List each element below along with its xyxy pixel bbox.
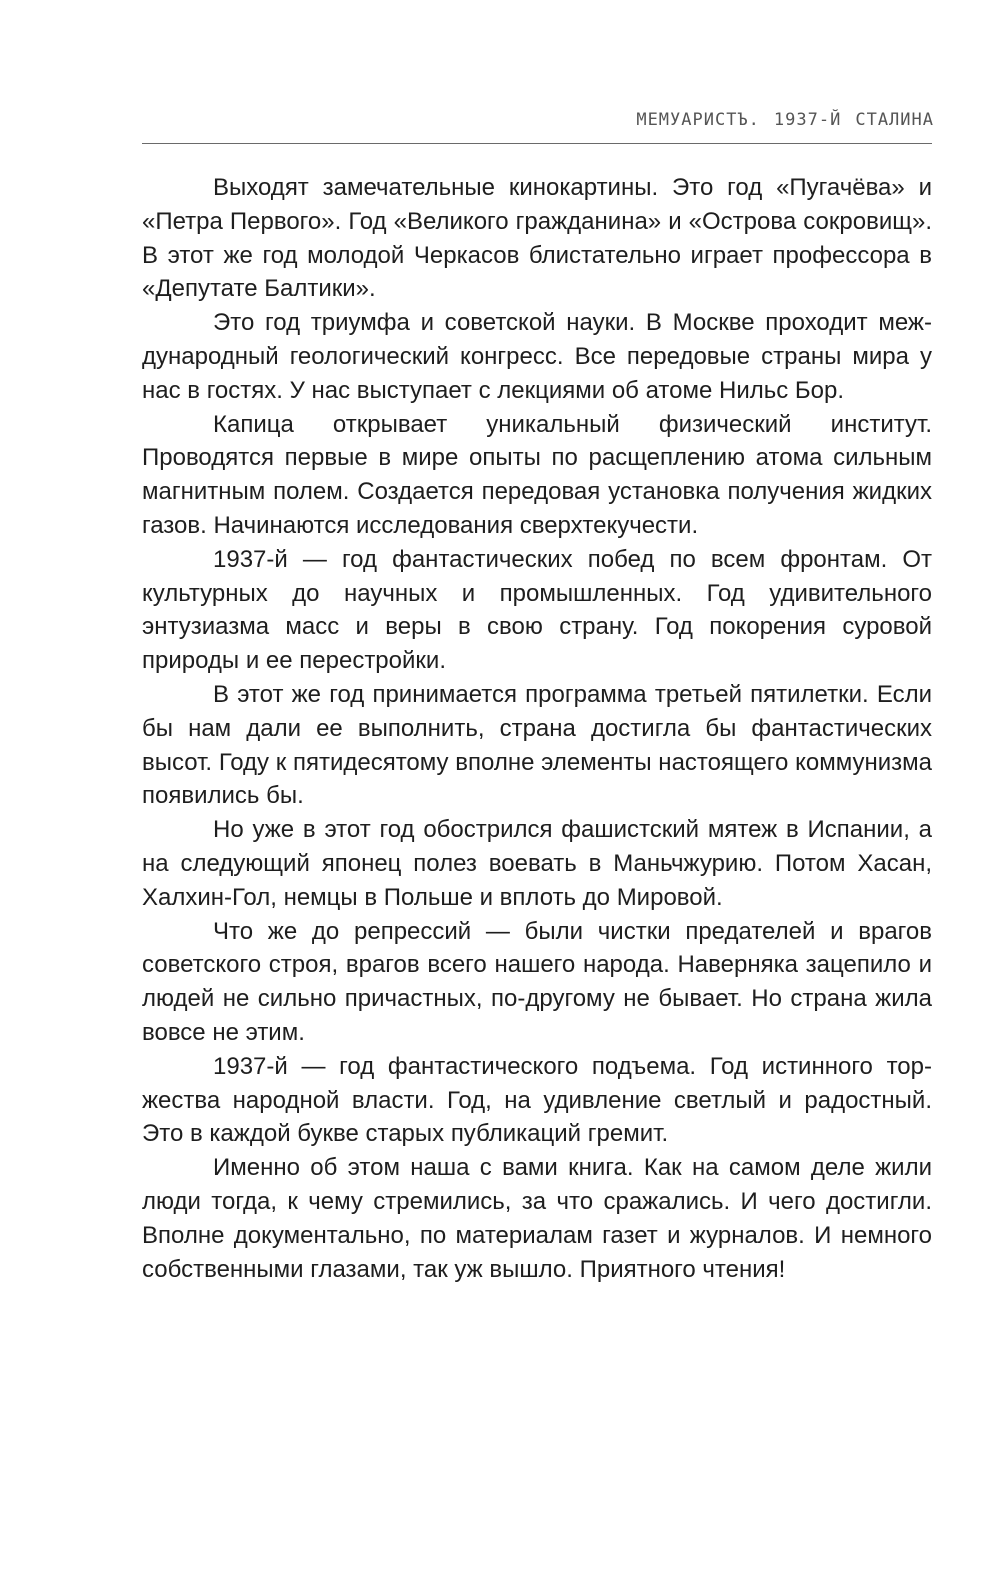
paragraph: 1937-й — год фантастических побед по всем фронтам. От культурных до научных и промышленных. Год удивительного энтузиазма масс и веры в свою страну. Год покорения суровой природы и ее перестройки. (142, 545, 932, 675)
paragraph: Что же до репрессий — были чистки предателей и врагов советского строя, врагов всего нашего народа. Наверняка зацепило и людей не сильно причастных, по-другому не бывает. Но страна жила вовсе не этим. (142, 917, 932, 1046)
paragraph: Выходят замечательные кинокартины. Это год «Пугачёва» и «Петра Первого». Год «Великого гражданина» и «Острова сокровищ». В этот же год молодой Черкасов блистательно играет профессора в «Депутате Балтики». (142, 174, 932, 303)
paragraph: Но уже в этот год обострился фашистский мятеж в Испании, а на следующий японец полез воевать в Маньчжурию. Потом Хасан, Халхин-Гол, немцы в Польше и вплоть до Мировой. (142, 816, 932, 911)
paragraph: 1937-й — год фантастического подъема. Год истинного торжества народной власти. Год, на удивление светлый и радостный. Это в каждой букве старых публикаций гремит. (142, 1052, 932, 1148)
body-text (142, 171, 932, 1286)
paragraph: Капица открывает уникальный физический институт. Проводятся первые в мире опыты по расщеплению атома сильным магнитным полем. Создается передовая установка получения жидких газов. Начинаются исследования сверхтекучести. (142, 410, 932, 539)
running-header (622, 110, 934, 130)
paragraph: Это год триумфа и советской науки. В Москве проходит международный геологический конгресс. Все передовые страны мира у нас в гостях. У нас выступает с лекциями об атоме Нильс Бор. (142, 309, 932, 404)
paragraph: Именно об этом наша с вами книга. Как на самом деле жили люди тогда, к чему стремились, за что сражались. И чего достигли. Вполне документально, по материалам газет и журналов. И немного собственными глазами, так уж вышло. Приятного чтения! (142, 1154, 932, 1283)
header-rule (142, 143, 932, 144)
running-header-series: МЕМУАРИСТЪ. (636, 110, 760, 130)
running-header-year: 1937-Й (773, 110, 842, 130)
running-header-name: СТАЛИНА (855, 110, 934, 130)
paragraph: В этот же год принимается программа третьей пятилетки. Если бы нам дали ее выполнить, страна достигла бы фантастических высот. Году к пятидесятому вполне элементы настоящего коммунизма появились бы. (142, 680, 932, 810)
